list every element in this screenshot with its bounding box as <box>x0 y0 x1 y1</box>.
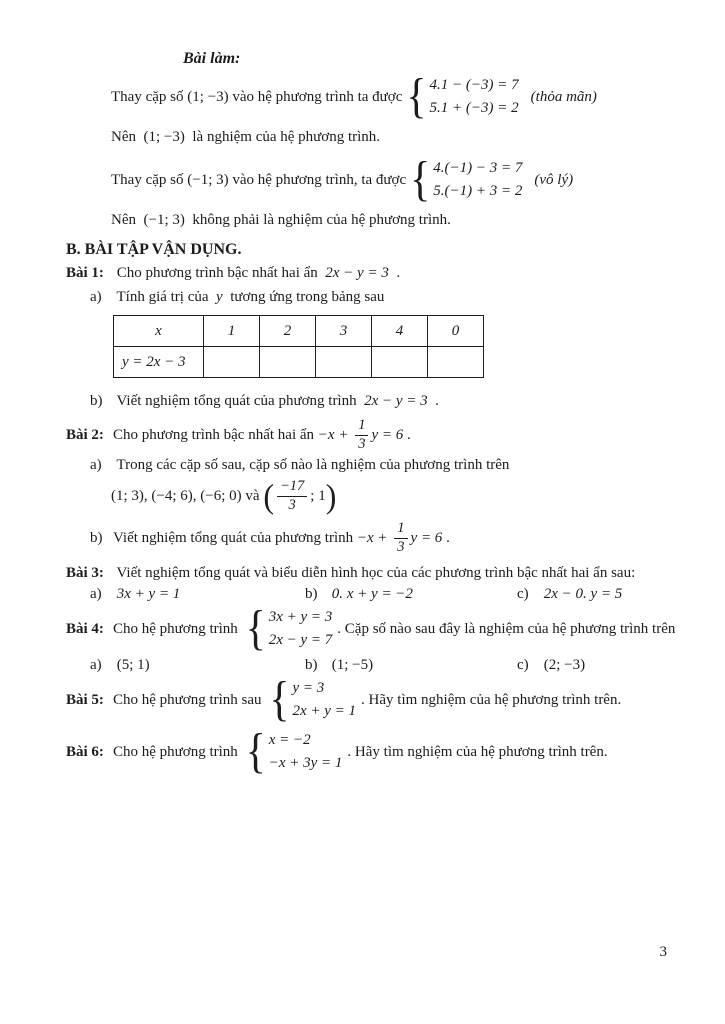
table-cell: 4 <box>372 316 428 347</box>
table-cell <box>372 347 428 378</box>
text-segment: vào hệ phương trình, ta được <box>228 171 407 188</box>
equation-1: 4.1 − (−3) = 7 <box>429 77 519 93</box>
bai3-statement <box>66 563 687 584</box>
table-cell <box>428 347 484 378</box>
option-c <box>517 657 585 674</box>
text-segment: . Cặp số nào sau đây là nghiệm của hệ phương trình trên <box>337 620 676 637</box>
fraction <box>277 479 307 514</box>
pair-value: (1; −3) <box>187 88 229 105</box>
pair-list: (1; 3), (−4; 6), (−6; 0) <box>111 487 242 504</box>
fraction <box>394 521 407 556</box>
option-c <box>517 586 622 603</box>
left-paren: ( <box>263 477 274 515</box>
bai3-options <box>90 586 687 603</box>
exercise-label: Bài 4: <box>66 620 104 637</box>
solution-conclusion-1 <box>111 127 687 148</box>
exercise-label: Bài 5: <box>66 691 104 708</box>
pair-value: (−1; 3) <box>143 212 185 228</box>
bai2-pairs-list <box>111 476 687 516</box>
item-label: c) <box>517 657 529 673</box>
pair-value: (−1; 3) <box>187 171 229 188</box>
fraction <box>355 418 368 453</box>
bai6-statement <box>66 726 687 778</box>
punctuation: . <box>431 393 439 409</box>
formula: 2x − y = 3 <box>364 393 428 409</box>
equations <box>269 729 343 775</box>
equations <box>430 74 519 120</box>
text-segment: Thay cặp số <box>111 171 188 188</box>
item-label: a) <box>90 586 102 602</box>
option-a <box>90 586 305 603</box>
left-brace: { <box>245 725 266 779</box>
table-cell: 3 <box>316 316 372 347</box>
bai5-statement <box>66 674 687 726</box>
punctuation: . <box>442 529 450 546</box>
solution-substitute-2 <box>111 154 687 206</box>
equation-system <box>410 153 523 207</box>
equation-1: 3x + y = 3 <box>268 609 333 625</box>
text-segment: . Hãy tìm nghiệm của hệ phương trình trên. <box>361 691 622 708</box>
equation-system <box>245 602 333 656</box>
table-header-row <box>114 316 484 347</box>
table-cell <box>204 347 260 378</box>
item-label: a) <box>90 289 102 305</box>
text-segment: Cho hệ phương trình sau <box>113 691 266 708</box>
solution-substitute-1 <box>111 71 687 123</box>
table-body-row <box>114 347 484 378</box>
equation-2: 5.(−1) + 3 = 2 <box>433 183 523 199</box>
left-brace: { <box>406 70 427 124</box>
formula: 0. x + y = −2 <box>331 586 413 602</box>
item-label: a) <box>90 457 102 473</box>
table-cell: x <box>114 316 204 347</box>
equations <box>269 606 333 652</box>
equation-system <box>245 725 343 779</box>
table-cell <box>316 347 372 378</box>
remark: (vô lý) <box>534 171 574 188</box>
formula: 2x − 0. y = 5 <box>543 586 623 602</box>
pair-value: (2; −3) <box>543 657 586 673</box>
text-segment: Cho phương trình bậc nhất hai ẩn <box>116 265 322 281</box>
equation-1: x = −2 <box>268 732 311 748</box>
table-cell: 0 <box>428 316 484 347</box>
equations <box>292 677 356 723</box>
variable: y <box>216 289 223 305</box>
equation-2: −x + 3y = 1 <box>268 755 343 771</box>
section-title: B. BÀI TẬP VẬN DỤNG. <box>66 241 242 258</box>
exercise-label: Bài 6: <box>66 743 104 760</box>
text-segment: Cho hệ phương trình <box>113 743 242 760</box>
table-cell: 2 <box>260 316 316 347</box>
formula: 2x − y = 3 <box>325 265 389 281</box>
fraction-numerator: −17 <box>277 479 307 497</box>
equation-2: 2x + y = 1 <box>292 703 357 719</box>
pair-value: (5; 1) <box>116 657 150 673</box>
section-heading <box>66 239 687 260</box>
bai1-values-table <box>113 315 484 378</box>
item-label: b) <box>90 529 103 546</box>
text-segment: Nên <box>111 129 140 145</box>
option-a <box>90 657 305 674</box>
text-segment: không phải là nghiệm của hệ phương trình. <box>188 212 451 228</box>
exercise-label: Bài 2: <box>66 426 104 443</box>
text-segment: . Hãy tìm nghiệm của hệ phương trình trên. <box>347 743 608 760</box>
formula: 3x + y = 1 <box>116 586 181 602</box>
bai1-part-b <box>90 391 687 412</box>
bai1-part-a <box>90 287 687 308</box>
fraction-denominator: 3 <box>288 496 296 513</box>
formula-lead: −x + <box>317 426 353 443</box>
pair-tail: ; 1 <box>310 487 326 504</box>
item-label: b) <box>305 586 318 602</box>
equation-system <box>269 673 357 727</box>
solution-conclusion-2 <box>111 210 687 231</box>
text-segment: Viết nghiệm tổng quát và biểu diễn hình học của các phương trình bậc nhất hai ẩn sau: <box>116 565 636 581</box>
pair-value: (1; −3) <box>143 129 185 145</box>
equation-1: 4.(−1) − 3 = 7 <box>433 160 523 176</box>
table-cell <box>260 347 316 378</box>
option-b <box>305 586 517 603</box>
bai1-statement <box>66 263 687 284</box>
equation-system <box>406 70 519 124</box>
bai-lam-heading <box>183 48 687 69</box>
bai4-options <box>90 657 687 674</box>
fraction-numerator: 1 <box>355 418 368 436</box>
text-segment: Viết nghiệm tổng quát của phương trình <box>116 393 361 409</box>
text-segment: Cho phương trình bậc nhất hai ẩn <box>113 426 318 443</box>
bai-lam-text: Bài làm: <box>183 50 241 67</box>
text-segment: Viết nghiệm tổng quát của phương trình <box>113 529 357 546</box>
text-segment: Thay cặp số <box>111 88 188 105</box>
formula-tail: y = 6 <box>410 529 443 546</box>
exercise-label: Bài 3: <box>66 565 104 581</box>
left-brace: { <box>245 602 266 656</box>
fraction-denominator: 3 <box>358 435 366 452</box>
punctuation: . <box>403 426 411 443</box>
formula-tail: y = 6 <box>371 426 404 443</box>
text-segment: Cho hệ phương trình <box>113 620 242 637</box>
page-number: 3 <box>659 944 667 960</box>
pair-value: (1; −5) <box>331 657 374 673</box>
bai2-statement <box>66 415 687 455</box>
text-segment: Tính giá trị của <box>116 289 213 305</box>
text-segment: tương ứng trong bảng sau <box>226 289 385 305</box>
item-label: b) <box>90 393 103 409</box>
item-label: c) <box>517 586 529 602</box>
punctuation: . <box>392 265 401 281</box>
text-segment: Trong các cặp số sau, cặp số nào là nghiệm của phương trình trên <box>116 457 510 473</box>
left-brace: { <box>410 153 431 207</box>
text-segment: vào hệ phương trình ta được <box>228 88 403 105</box>
bai2-part-a <box>90 455 687 476</box>
left-brace: { <box>269 673 290 727</box>
right-paren: ) <box>325 477 337 515</box>
bai2-part-b <box>90 518 687 558</box>
text-segment: là nghiệm của hệ phương trình. <box>188 129 381 145</box>
item-label: b) <box>305 657 318 673</box>
option-b <box>305 657 517 674</box>
text-segment: và <box>241 487 264 504</box>
equation-2: 2x − y = 7 <box>268 632 333 648</box>
remark: (thỏa mãn) <box>530 88 597 105</box>
table-cell: 1 <box>204 316 260 347</box>
item-label: a) <box>90 657 102 673</box>
formula-lead: −x + <box>356 529 392 546</box>
equations <box>433 157 522 203</box>
text-segment: Nên <box>111 212 140 228</box>
fraction-numerator: 1 <box>394 521 407 539</box>
bai4-statement <box>66 603 687 655</box>
table-cell: y = 2x − 3 <box>114 347 204 378</box>
fraction-denominator: 3 <box>397 538 405 555</box>
equation-2: 5.1 + (−3) = 2 <box>429 100 519 116</box>
exercise-label: Bài 1: <box>66 265 104 281</box>
equation-1: y = 3 <box>292 680 325 696</box>
